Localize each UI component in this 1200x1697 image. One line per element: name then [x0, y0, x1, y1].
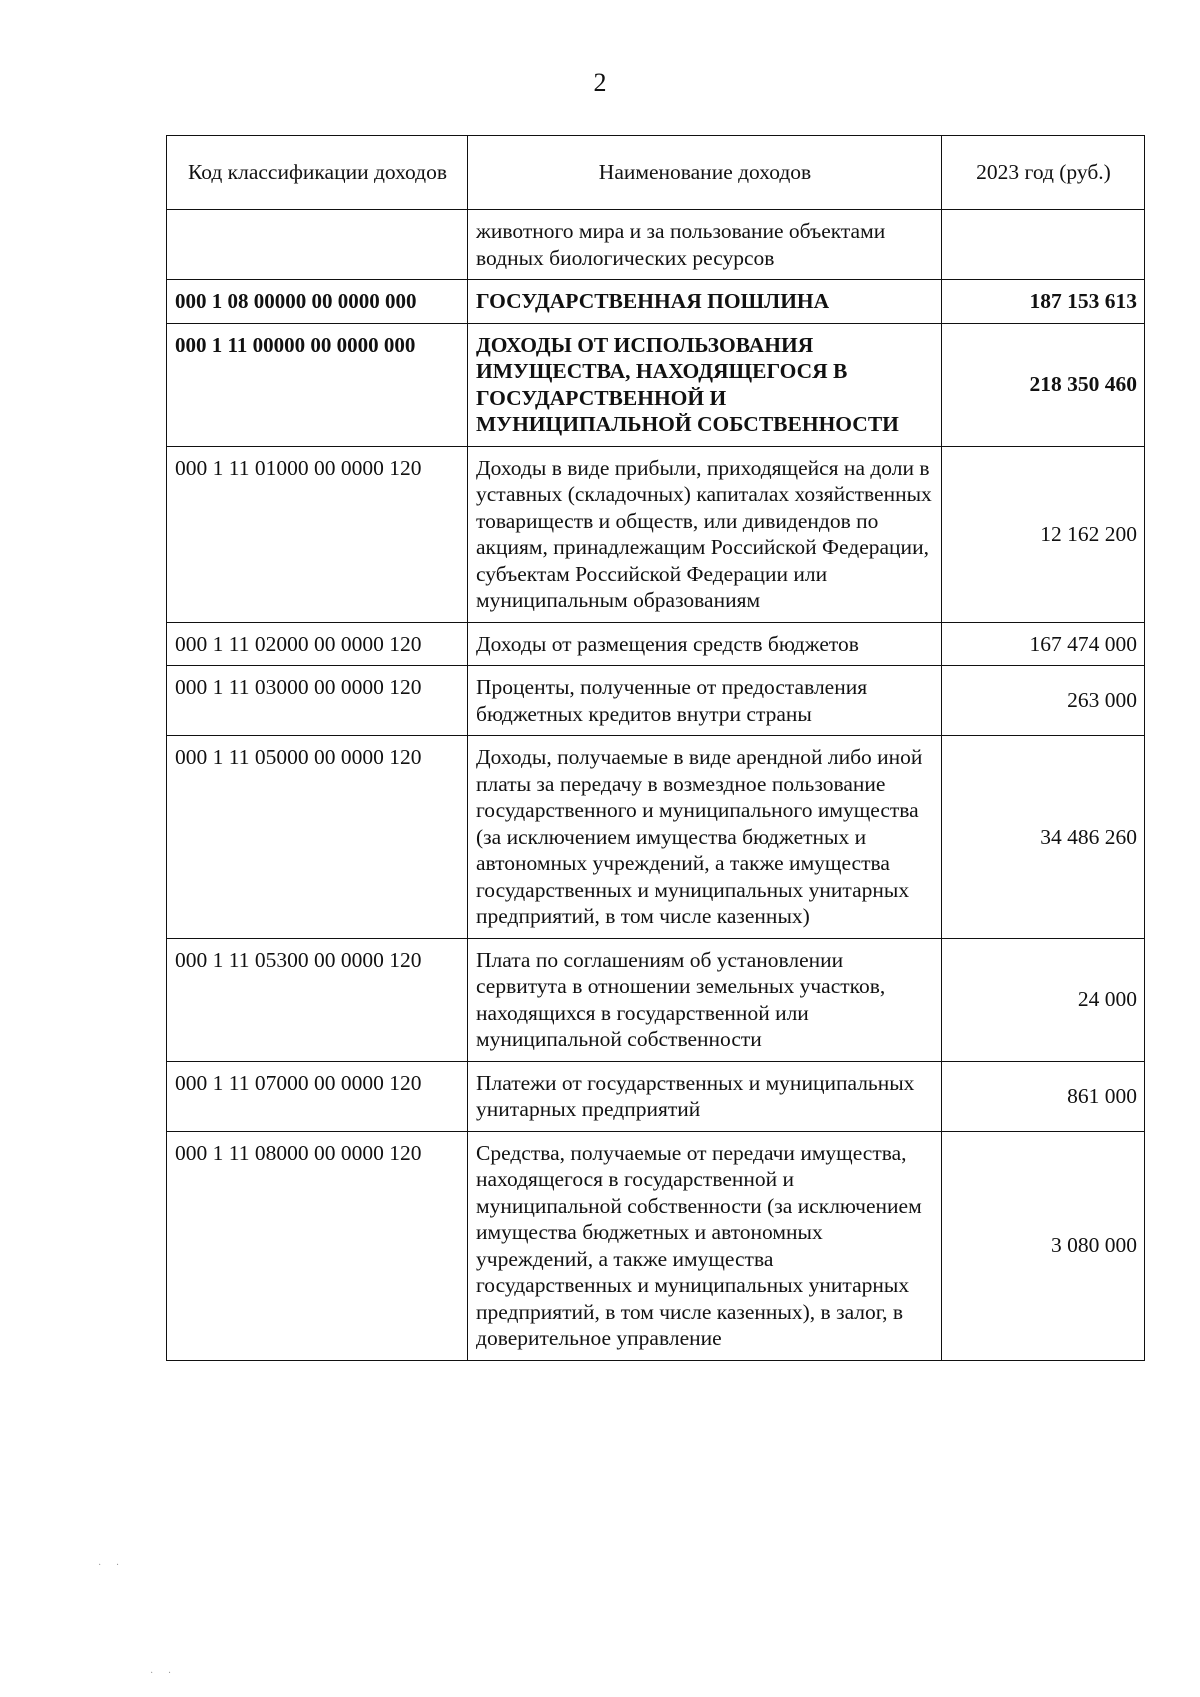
page-number: 2 — [593, 68, 607, 97]
table-body — [167, 210, 1145, 1361]
table-row — [167, 1061, 1145, 1131]
code-cell: 000 1 11 08000 00 0000 120 — [167, 1131, 468, 1360]
code-cell: 000 1 11 05300 00 0000 120 — [167, 938, 468, 1061]
name-cell: Средства, получаемые от передачи имущества, находящегося в государственной и муниципальной собственности (за исключением имущества бюджетных и автономных учреждений, а также имущества государственных и муниципальных унитарных предприятий, в том числе казенных), в залог, в доверительное управление — [468, 1131, 942, 1360]
name-cell: животного мира и за пользование объектами водных биологических ресурсов — [468, 210, 942, 280]
code-cell: 000 1 11 01000 00 0000 120 — [167, 446, 468, 622]
table-row — [167, 323, 1145, 446]
header-name: Наименование доходов — [468, 136, 942, 210]
amount-cell: 12 162 200 — [942, 446, 1145, 622]
table-row — [167, 1131, 1145, 1360]
table-header-row — [167, 136, 1145, 210]
header-amount: 2023 год (руб.) — [942, 136, 1145, 210]
amount-cell: 218 350 460 — [942, 323, 1145, 446]
amount-cell: 263 000 — [942, 666, 1145, 736]
name-cell: Доходы от размещения средств бюджетов — [468, 622, 942, 666]
name-cell: Доходы, получаемые в виде арендной либо иной платы за передачу в возмездное пользование государственного и муниципального имущества (за исключением имущества бюджетных и автономных учреждений, а также имущества государственных и муниципальных унитарных предприятий, в том числе казенных) — [468, 736, 942, 939]
name-cell: ДОХОДЫ ОТ ИСПОЛЬЗОВАНИЯ ИМУЩЕСТВА, НАХОДЯЩЕГОСЯ В ГОСУДАРСТВЕННОЙ И МУНИЦИПАЛЬНОЙ СОБСТВЕННОСТИ — [468, 323, 942, 446]
table-row — [167, 622, 1145, 666]
table-row — [167, 280, 1145, 324]
code-cell — [167, 210, 468, 280]
scan-specks: · · — [150, 1668, 178, 1679]
table-row — [167, 736, 1145, 939]
revenue-table — [166, 135, 1145, 1361]
table-row — [167, 666, 1145, 736]
code-cell: 000 1 11 00000 00 0000 000 — [167, 323, 468, 446]
amount-cell: 187 153 613 — [942, 280, 1145, 324]
table-row — [167, 446, 1145, 622]
header-code: Код классификации доходов — [167, 136, 468, 210]
amount-cell: 24 000 — [942, 938, 1145, 1061]
amount-cell: 3 080 000 — [942, 1131, 1145, 1360]
amount-cell: 34 486 260 — [942, 736, 1145, 939]
amount-cell — [942, 210, 1145, 280]
name-cell: Платежи от государственных и муниципальных унитарных предприятий — [468, 1061, 942, 1131]
amount-cell: 167 474 000 — [942, 622, 1145, 666]
scan-specks: · · — [98, 1560, 126, 1571]
name-cell: ГОСУДАРСТВЕННАЯ ПОШЛИНА — [468, 280, 942, 324]
name-cell: Плата по соглашениям об установлении сервитута в отношении земельных участков, находящихся в государственной или муниципальной собственности — [468, 938, 942, 1061]
code-cell: 000 1 11 03000 00 0000 120 — [167, 666, 468, 736]
code-cell: 000 1 08 00000 00 0000 000 — [167, 280, 468, 324]
table-row — [167, 210, 1145, 280]
code-cell: 000 1 11 05000 00 0000 120 — [167, 736, 468, 939]
code-cell: 000 1 11 07000 00 0000 120 — [167, 1061, 468, 1131]
code-cell: 000 1 11 02000 00 0000 120 — [167, 622, 468, 666]
amount-cell: 861 000 — [942, 1061, 1145, 1131]
name-cell: Проценты, полученные от предоставления бюджетных кредитов внутри страны — [468, 666, 942, 736]
table-row — [167, 938, 1145, 1061]
name-cell: Доходы в виде прибыли, приходящейся на доли в уставных (складочных) капиталах хозяйственных товариществ и обществ, или дивидендов по акциям, принадлежащим Российской Федерации, субъектам Российской Федерации или муниципальным образованиям — [468, 446, 942, 622]
